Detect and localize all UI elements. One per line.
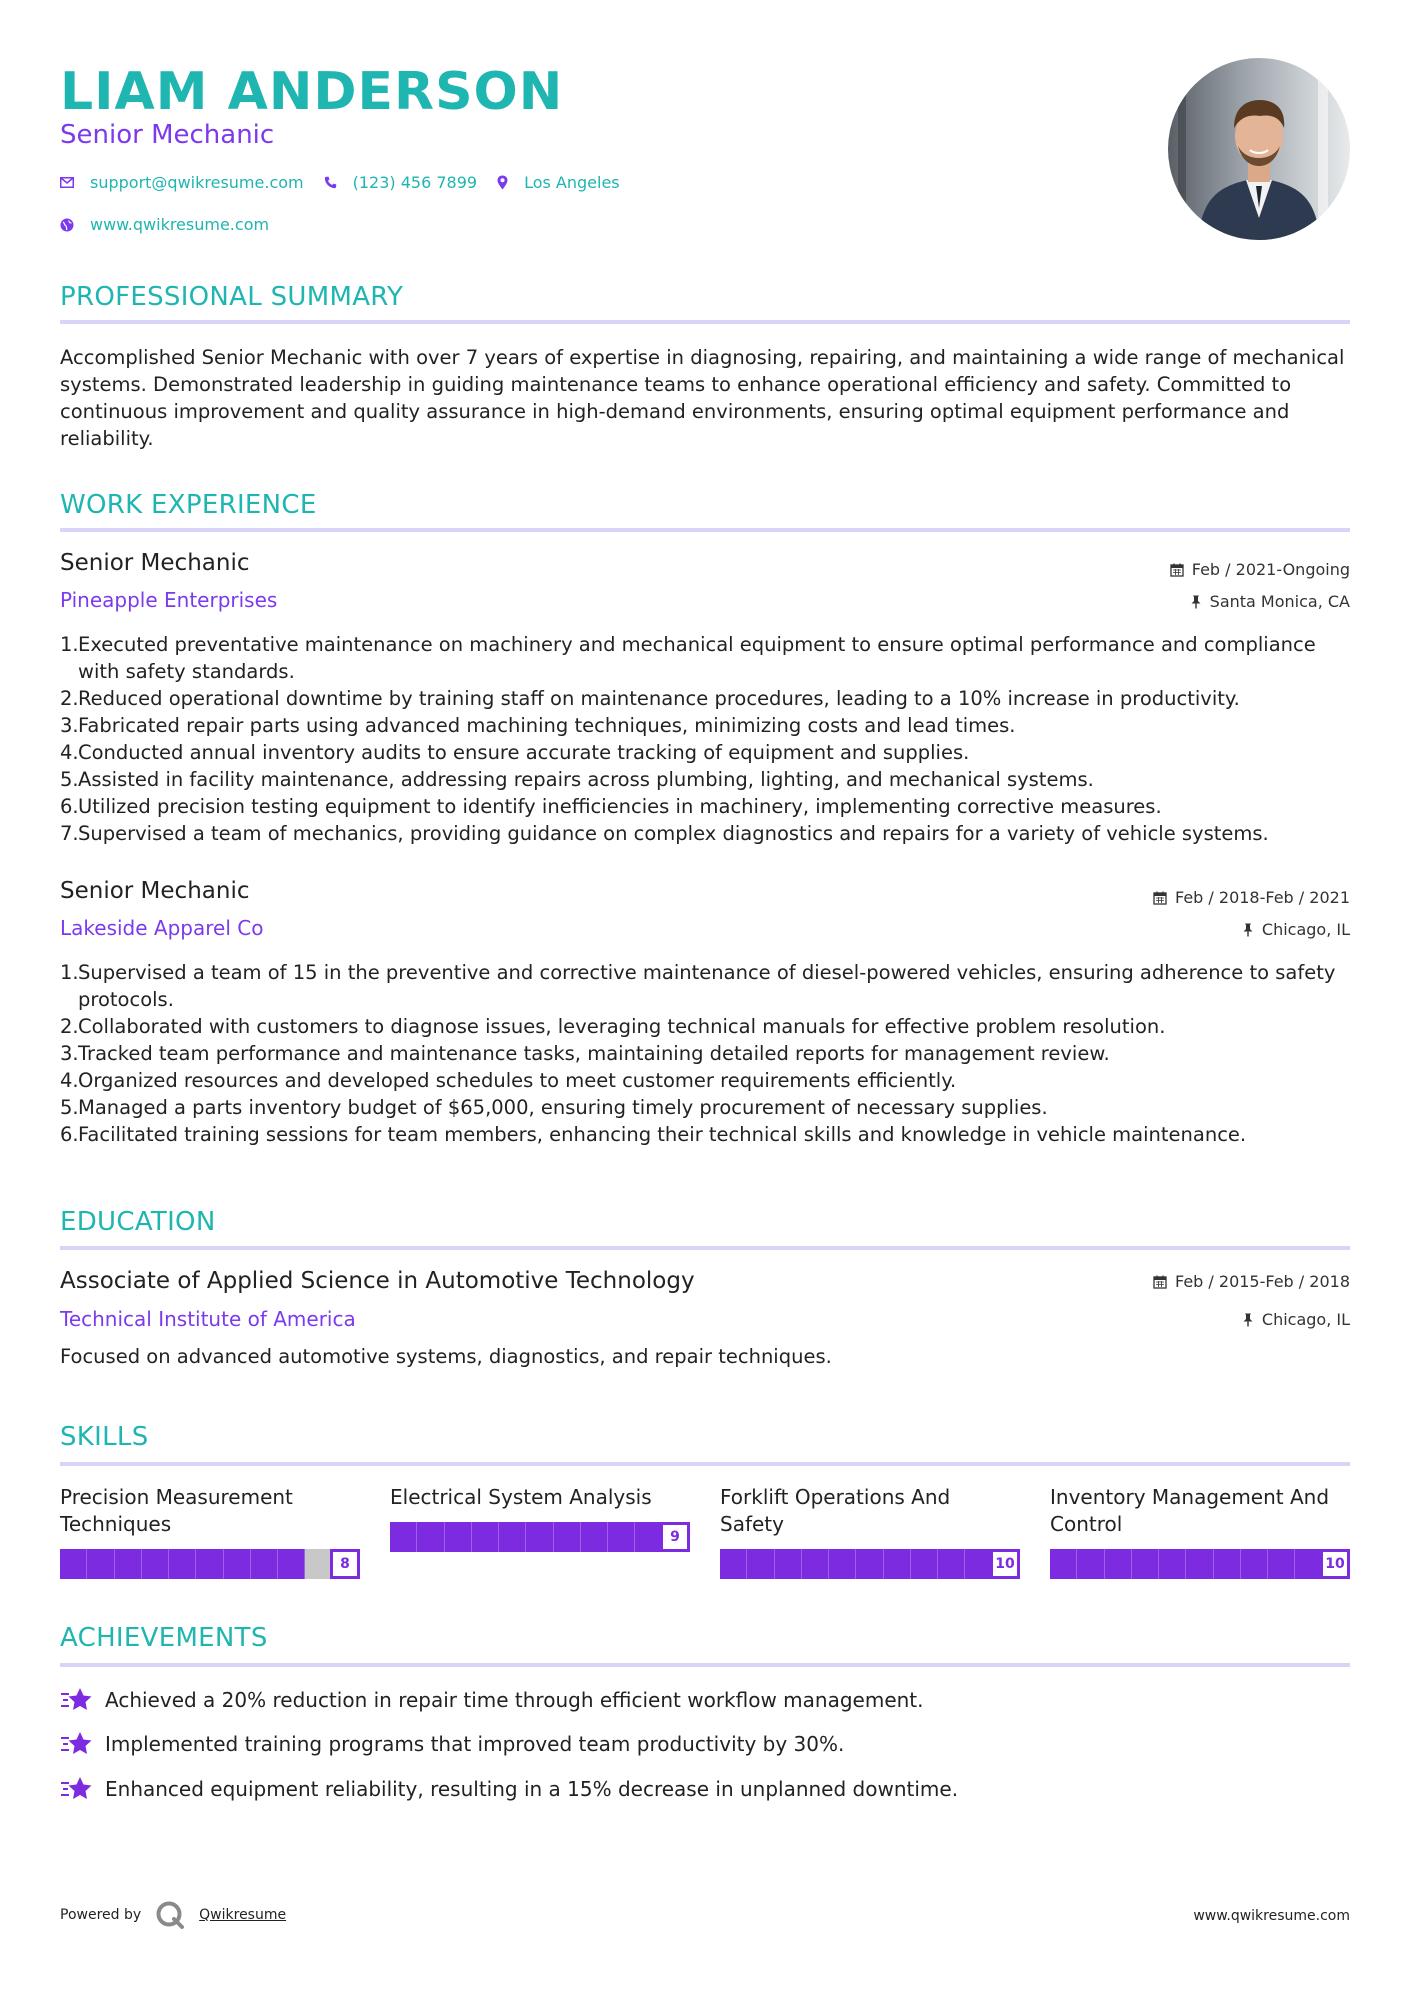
achievement-text: Implemented training programs that improved team productivity by 30%. [105,1732,845,1756]
skill-bar-segment [1077,1549,1104,1579]
brand-link[interactable]: Qwikresume [199,1907,287,1923]
pushpin-icon [1190,595,1202,609]
achievement-item [60,1730,844,1758]
summary-text: Accomplished Senior Mechanic with over 7 years of expertise in diagnosing, repairing, and maintaining a wide range of mechanical systems. Demonstrated leadership in guiding maintenance teams to enhance operational efficiency and safety. Committed to continuous improvement and quality assurance in high-demand environments, ensuring optimal equipment performance and reliability. [60,346,1345,450]
job-location [1190,592,1350,611]
candidate-name: LIAM ANDERSON [60,62,564,122]
email-contact[interactable] [60,173,304,192]
skill-bar-segment [390,1522,417,1552]
list-item: 1. Supervised a team of 15 in the preventive and corrective maintenance of diesel-powered vehicles, ensuring adherence to safety protocols. [60,961,1336,1011]
skill-bar-segment [775,1549,802,1579]
skill-bar-segment [608,1522,635,1552]
list-item: 6. Facilitated training sessions for team members, enhancing their technical skills and knowledge in vehicle maintenance. [60,1123,1247,1146]
skill-bar-segment [499,1522,526,1552]
skill-name: Forklift Operations And Safety [720,1485,951,1536]
candidate-role: Senior Mechanic [60,120,275,150]
section-divider [60,1663,1350,1667]
skill-score: 10 [1320,1549,1350,1579]
skill-level-bar [60,1549,360,1579]
skill-item [390,1484,690,1545]
calendar-icon [1153,1275,1167,1289]
achievement-text: Enhanced equipment reliability, resulting in a 15% decrease in unplanned downtime. [105,1777,959,1801]
skill-bar-segment [1295,1549,1322,1579]
skill-bar-segment [278,1549,305,1579]
skill-bar-segment [115,1549,142,1579]
job-dates [1153,888,1350,907]
location-text: Los Angeles [524,173,620,192]
calendar-icon [1153,891,1167,905]
skill-level-bar [720,1549,1020,1579]
skill-bar-segment [829,1549,856,1579]
skill-bar-segment [1268,1549,1295,1579]
skill-bar-segment [224,1549,251,1579]
skill-score: 8 [330,1549,360,1579]
skill-bar-segment [884,1549,911,1579]
website-contact[interactable] [60,215,269,234]
job-location [1242,920,1350,939]
skill-bar-segment [1241,1549,1268,1579]
skill-bar-segment [196,1549,223,1579]
experience-heading: WORK EXPERIENCE [60,490,317,520]
degree-title: Associate of Applied Science in Automotive Technology [60,1268,695,1294]
skill-bar-segment [526,1522,553,1552]
list-item: 6. Utilized precision testing equipment to identify inefficiencies in machinery, implementing corrective measures. [60,795,1162,818]
education-dates [1153,1272,1350,1291]
skills-heading: SKILLS [60,1422,149,1452]
skill-bar-segment [635,1522,662,1552]
website-row [60,215,289,234]
list-item: 2. Collaborated with customers to diagnose issues, leveraging technical manuals for effective problem resolution. [60,1015,1166,1038]
skill-bar-segment [60,1549,87,1579]
list-item: 3. Fabricated repair parts using advanced machining techniques, minimizing costs and lead times. [60,714,1016,737]
globe-icon [60,218,74,232]
skill-name: Inventory Management And Control [1050,1485,1330,1536]
company-name: Pineapple Enterprises [60,588,278,612]
skill-bar-segment [445,1522,472,1552]
star-achievement-icon [60,1686,93,1714]
pushpin-icon [1242,1313,1254,1327]
job-location-text: Chicago, IL [1261,920,1350,939]
job-title: Senior Mechanic [60,550,250,576]
school-name: Technical Institute of America [60,1307,356,1331]
skill-bar-segment [87,1549,114,1579]
skill-bar-segment [965,1549,992,1579]
website-text: www.qwikresume.com [90,215,270,234]
list-item: 3. Tracked team performance and maintenance tasks, maintaining detailed reports for management review. [60,1042,1110,1065]
job-dates-text: Feb / 2018-Feb / 2021 [1175,888,1350,907]
education-description: Focused on advanced automotive systems, diagnostics, and repair techniques. [60,1345,832,1368]
skill-bar-segment [720,1549,747,1579]
list-item: 4. Organized resources and developed schedules to meet customer requirements efficiently. [60,1069,957,1092]
star-achievement-icon [60,1775,93,1803]
skill-score: 10 [990,1549,1020,1579]
skill-level-bar [390,1522,690,1552]
email-text: support@qwikresume.com [90,173,304,192]
section-divider [60,320,1350,324]
star-achievement-icon [60,1730,93,1758]
education-dates-text: Feb / 2015-Feb / 2018 [1175,1272,1350,1291]
profile-photo [1168,58,1350,240]
list-item: 2. Reduced operational downtime by training staff on maintenance procedures, leading to a 10% increase in productivity. [60,687,1240,710]
company-name: Lakeside Apparel Co [60,916,264,940]
job-location-text: Santa Monica, CA [1209,592,1350,611]
skill-item [60,1484,360,1572]
map-pin-icon [497,175,508,190]
skill-item [1050,1484,1350,1572]
skill-bar-segment [142,1549,169,1579]
list-item: 5. Assisted in facility maintenance, addressing repairs across plumbing, lighting, and mechanical systems. [60,768,1094,791]
skill-bar-segment [1132,1549,1159,1579]
job-title: Senior Mechanic [60,878,250,904]
skill-score: 9 [660,1522,690,1552]
skill-bar-segment [1186,1549,1213,1579]
job-bullets [60,631,1350,847]
skill-bar-segment [747,1549,774,1579]
skill-bar-segment [251,1549,278,1579]
skill-bar-segment [581,1522,608,1552]
list-item: 5. Managed a parts inventory budget of $65,000, ensuring timely procurement of necessary supplies. [60,1096,1048,1119]
achievement-item [60,1775,958,1803]
job-dates-text: Feb / 2021-Ongoing [1191,560,1350,579]
summary-heading: PROFESSIONAL SUMMARY [60,282,404,312]
contact-row [60,173,640,192]
education-heading: EDUCATION [60,1207,216,1237]
skill-bar-segment [802,1549,829,1579]
achievement-text: Achieved a 20% reduction in repair time through efficient workflow management. [105,1688,924,1712]
skill-name: Precision Measurement Techniques [60,1485,293,1536]
skill-bar-segment [472,1522,499,1552]
phone-text: (123) 456 7899 [352,173,478,192]
skill-bar-segment [554,1522,581,1552]
list-item: 7. Supervised a team of mechanics, providing guidance on complex diagnostics and repairs for a variety of vehicle systems. [60,822,1269,845]
skill-level-bar [1050,1549,1350,1579]
footer-powered-by [60,1900,286,1930]
skill-bar-segment [1214,1549,1241,1579]
pushpin-icon [1242,923,1254,937]
qwikresume-logo-icon [155,1900,185,1930]
job-dates [1170,560,1350,579]
section-divider [60,1462,1350,1466]
section-divider [60,1246,1350,1250]
education-location [1242,1310,1350,1329]
list-item: 1. Executed preventative maintenance on machinery and mechanical equipment to ensure optimal performance and compliance with safety standards. [60,633,1316,683]
skill-bar-segment [856,1549,883,1579]
skill-bar-segment [1159,1549,1186,1579]
skill-name: Electrical System Analysis [390,1485,652,1509]
skill-bar-segment [417,1522,444,1552]
job-bullets [60,959,1350,1148]
skill-item [720,1484,1020,1572]
envelope-icon [60,177,74,188]
achievements-heading: ACHIEVEMENTS [60,1623,268,1653]
footer-website[interactable]: www.qwikresume.com [1193,1908,1350,1924]
phone-icon [324,176,337,189]
list-item: 4. Conducted annual inventory audits to ensure accurate tracking of equipment and supplies. [60,741,970,764]
achievement-item [60,1686,924,1714]
skill-bar-segment [1105,1549,1132,1579]
skill-bar-segment [1050,1549,1077,1579]
skill-bar-segment [938,1549,965,1579]
powered-by-label: Powered by [60,1907,142,1923]
skill-bar-segment [911,1549,938,1579]
calendar-icon [1170,563,1184,577]
skill-bar-segment [305,1549,332,1579]
phone-contact[interactable] [324,173,477,192]
education-location-text: Chicago, IL [1261,1310,1350,1329]
skill-bar-segment [169,1549,196,1579]
location-contact [497,173,620,192]
section-divider [60,528,1350,532]
